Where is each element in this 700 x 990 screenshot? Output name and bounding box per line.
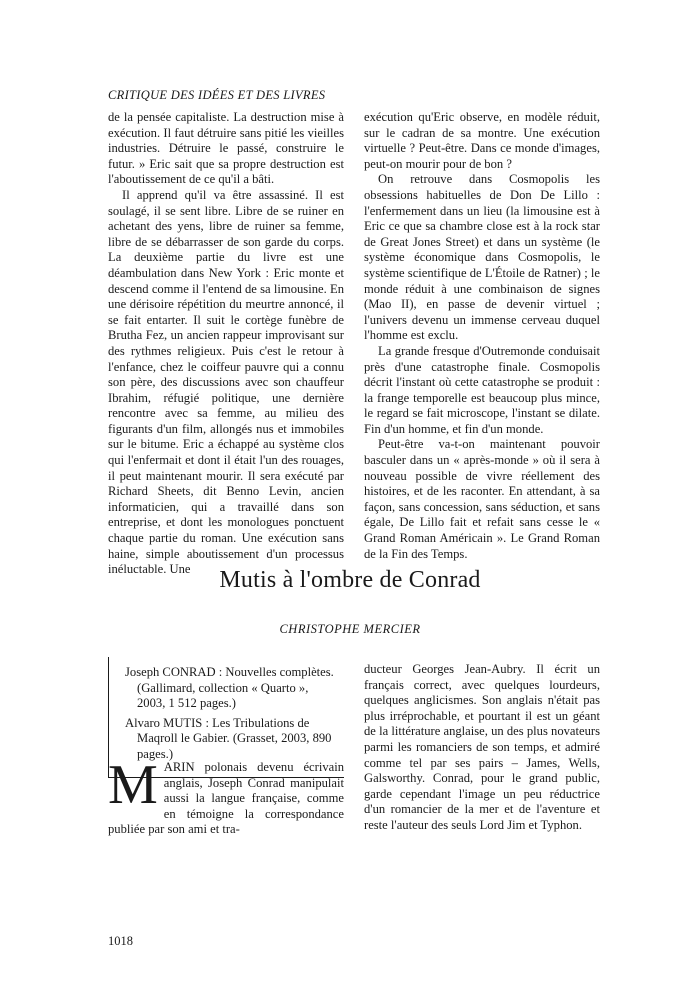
paragraph: de la pensée capitaliste. La destruction mise à exécution. Il faut détruire sans pitié les vieilles industries. Détruire le passé, construire le futur. » Eric sait que sa propre destruction est l'aboutissement de ce qu'il a bâti. [108,110,344,187]
top-article-right-column [364,110,600,562]
paragraph: On retrouve dans Cosmopolis les obsessions habituelles de Don De Lillo : l'enfermement dans un lieu (la limousine est à Eric ce que sa chambre close est à la rock star de Great Jones Street) et dans un système (le système économique dans Cosmopolis, le système scientifique de L'Étoile de Ratner) ; le monde réduit à une combinaison de signes (Mao II), en passe de devenir virtuel ; l'univers devenu un immense cerveau duquel l'homme est exclu. [364,172,600,343]
article-author: CHRISTOPHE MERCIER [279,622,421,636]
paragraph: Il apprend qu'il va être assassiné. Il est soulagé, il se sent libre. Libre de se ruiner en achetant des yens, libre de ruiner sa femme, libre de se débarrasser de son garde du corps. La deuxième partie du livre est une déambulation dans New York : Eric monte et descend comme il l'entend de sa limousine. En une dérisoire répétition du meurtre annoncé, il se fait entarter. Il suit le cortège funèbre de Brutha Fez, un ancien rappeur improvisant sur des rythmes religieux. Puis c'est le retour à l'enfance, chez le coiffeur pauvre qui a connu son père, des discussions avec son chauffeur Ibrahim, réfugié politique, une dernière rencontre avec sa femme, au milieu des figurants d'un film, allongés nus et immobiles sur le bitume. Eric a échappé au système clos qui l'enfermait et dont il était l'un des rouages, il peut maintenant mourir. Il sera exécuté par Richard Sheets, dit Benno Levin, ancien informaticien, qui a travaillé dans son entreprise, et dont les monologues ponctuent chaque partie du roman. Une exécution sans haine, simple aboutissement d'un processus inéluctable. Une [108,187,344,577]
article-body-right-column [364,662,600,834]
article-body-left-column [108,754,344,838]
article-title: Mutis à l'ombre de Conrad [219,567,481,593]
running-head: CRITIQUE DES IDÉES ET DES LIVRES [108,88,326,102]
book-reference: Alvaro MUTIS : Les Tribulations de Maqroll le Gabier. (Grasset, 2003, 890 pages.) [125,715,332,761]
opening-paragraph [108,754,344,838]
paragraph: La grande fresque d'Outremonde conduisait près d'une catastrophe finale. Cosmopolis décrit l'instant où cette catastrophe se produit : la frange temporelle est beaucoup plus mince, le regard se fait microscope, l'instant se dilate. Fin d'un homme, et fin d'un monde. [364,343,600,436]
paragraph: ducteur Georges Jean-Aubry. Il écrit un français correct, avec quelques lourdeurs, quelques anglicismes. Son anglais n'était pas plus irréprochable, et pourtant il est un géant de la littérature anglaise, un des plus novateurs parmi les romanciers de son temps, et admiré comme tel par ses pairs – James, Wells, Galsworthy. Conrad, pour le grand public, garde cependant l'image un peu réductrice d'un romancier de la mer et de l'aventure et reste l'auteur des seuls Lord Jim et Typhon. [364,662,600,832]
paragraph: Peut-être va-t-on maintenant pouvoir basculer dans un « après-monde » où il sera à nouveau possible de vivre réellement des histoires, et de les raconter. En attendant, à sa façon, sans concession, sans séduction, et sans égale, De Lillo fait et refait sans cesse le « Grand Roman Américain ». Le Grand Roman de la Fin des Temps. [364,437,600,561]
drop-cap: M [108,754,158,816]
book-reference: Joseph CONRAD : Nouvelles complètes. (Gallimard, collection « Quarto », 2003, 1 512 pages.) [125,665,334,711]
paragraph-text: polonais devenu écrivain anglais, Joseph Conrad manipulait aussi la langue française, comme en témoigne la correspondance publiée par son ami et tra- [108,760,344,837]
top-article-left-column [108,110,344,578]
page-number: 1018 [108,934,133,948]
lead-word: ARIN [163,760,195,774]
paragraph: exécution qu'Eric observe, en modèle réduit, sur le cadran de sa montre. Une exécution virtuelle ? Peut-être. Dans ce monde d'images, peut-on mourir pour de bon ? [364,110,600,171]
